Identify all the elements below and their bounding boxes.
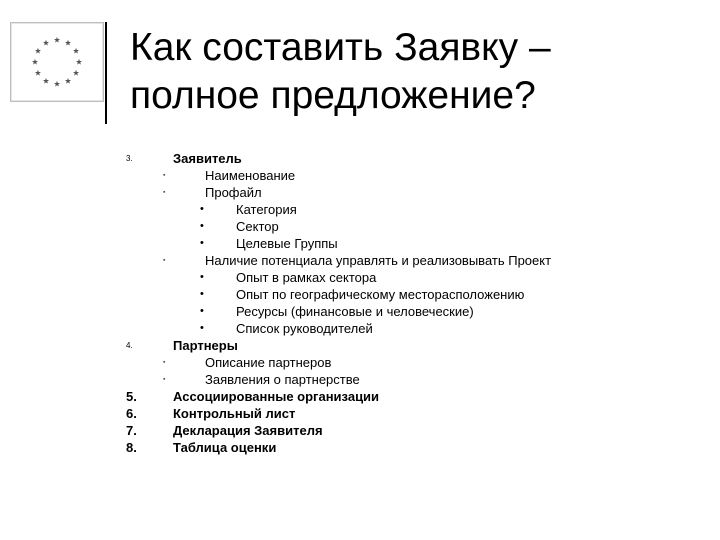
list-item bbox=[0, 439, 720, 456]
square-bullet-icon: ▪ bbox=[163, 257, 166, 264]
list-item bbox=[0, 252, 720, 269]
list-item-text: Декларация Заявителя bbox=[173, 423, 323, 438]
list-item-text: Ассоциированные организации bbox=[173, 389, 380, 404]
list-item bbox=[0, 303, 720, 320]
list-item bbox=[0, 337, 720, 354]
star-icon bbox=[65, 78, 71, 84]
round-bullet-icon: • bbox=[200, 203, 204, 215]
page-title bbox=[130, 24, 551, 120]
list-number: 8. bbox=[126, 440, 137, 455]
round-bullet-icon: • bbox=[200, 271, 204, 283]
round-bullet-icon: • bbox=[200, 322, 204, 334]
star-icon bbox=[43, 78, 49, 84]
list-number: 4. bbox=[126, 341, 133, 350]
star-icon bbox=[73, 70, 79, 76]
eu-flag-icon bbox=[11, 23, 103, 101]
title-line-1: Как составить Заявку – bbox=[130, 26, 551, 69]
list-item bbox=[0, 286, 720, 303]
list-number: 3. bbox=[126, 154, 133, 163]
list-item-text: Опыт в рамках сектора bbox=[236, 270, 377, 285]
round-bullet-icon: • bbox=[200, 305, 204, 317]
round-bullet-icon: • bbox=[200, 288, 204, 300]
square-bullet-icon: ▪ bbox=[163, 376, 166, 383]
star-icon bbox=[54, 81, 60, 87]
list-item-text: Ресурсы (финансовые и человеческие) bbox=[236, 304, 474, 319]
list-item-text: Категория bbox=[236, 202, 297, 217]
star-icon bbox=[65, 40, 71, 46]
list-item-text: Целевые Группы bbox=[236, 236, 338, 251]
list-item-text: Наличие потенциала управлять и реализовывать Проект bbox=[205, 253, 552, 268]
list-item bbox=[0, 269, 720, 286]
list-item-text: Сектор bbox=[236, 219, 279, 234]
list-item-text: Наименование bbox=[205, 168, 296, 183]
list-number: 5. bbox=[126, 389, 137, 404]
list-item-text: Заявления о партнерстве bbox=[205, 372, 360, 387]
list-item bbox=[0, 184, 720, 201]
list-item-text: Опыт по географическому месторасположению bbox=[236, 287, 525, 302]
list-item-text: Описание партнеров bbox=[205, 355, 332, 370]
star-icon bbox=[35, 48, 41, 54]
list-item bbox=[0, 405, 720, 422]
list-item bbox=[0, 167, 720, 184]
outline-list bbox=[0, 150, 720, 456]
star-icon bbox=[35, 70, 41, 76]
list-number: 7. bbox=[126, 423, 137, 438]
list-item bbox=[0, 422, 720, 439]
list-item-text: Заявитель bbox=[173, 151, 242, 166]
square-bullet-icon: ▪ bbox=[163, 359, 166, 366]
title-divider bbox=[105, 22, 107, 124]
round-bullet-icon: • bbox=[200, 220, 204, 232]
list-number: 6. bbox=[126, 406, 137, 421]
list-item-text: Партнеры bbox=[173, 338, 238, 353]
star-icon bbox=[76, 59, 82, 65]
title-line-2: полное предложение? bbox=[130, 74, 536, 117]
star-icon bbox=[32, 59, 38, 65]
list-item bbox=[0, 371, 720, 388]
square-bullet-icon: ▪ bbox=[163, 172, 166, 179]
square-bullet-icon: ▪ bbox=[163, 189, 166, 196]
list-item bbox=[0, 388, 720, 405]
list-item bbox=[0, 320, 720, 337]
eu-flag-logo bbox=[10, 22, 104, 102]
list-item bbox=[0, 150, 720, 167]
star-icon bbox=[43, 40, 49, 46]
round-bullet-icon: • bbox=[200, 237, 204, 249]
list-item-text: Контрольный лист bbox=[173, 406, 296, 421]
star-icon bbox=[73, 48, 79, 54]
star-icon bbox=[54, 37, 60, 43]
list-item-text: Таблица оценки bbox=[173, 440, 277, 455]
list-item bbox=[0, 218, 720, 235]
list-item bbox=[0, 354, 720, 371]
list-item-text: Профайл bbox=[205, 185, 262, 200]
list-item bbox=[0, 201, 720, 218]
list-item bbox=[0, 235, 720, 252]
list-item-text: Список руководителей bbox=[236, 321, 373, 336]
